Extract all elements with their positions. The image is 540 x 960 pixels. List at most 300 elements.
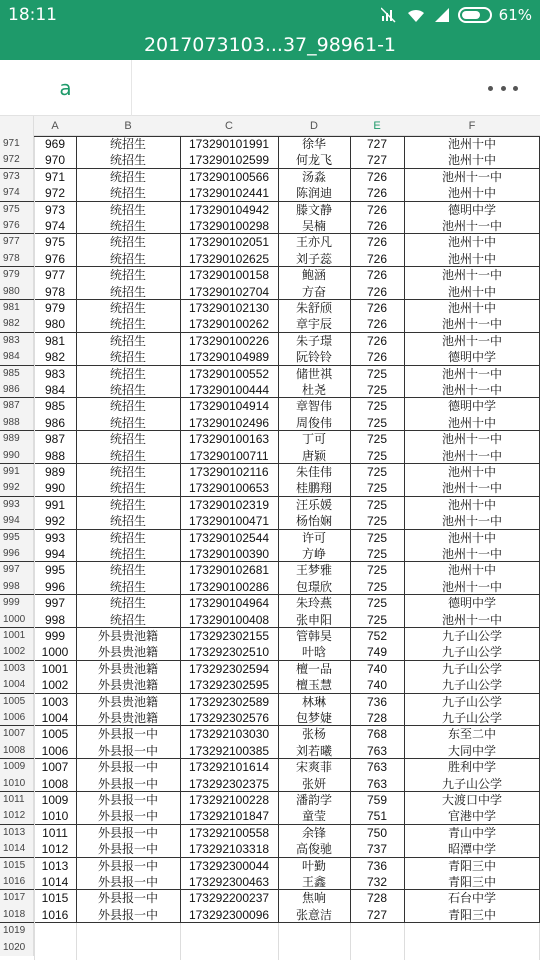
cell-b[interactable]: 外县贵池籍 — [97, 629, 158, 643]
row-number[interactable]: 981 — [0, 300, 34, 316]
column-header-b[interactable]: B — [124, 120, 132, 132]
cell-e[interactable]: 752 — [366, 629, 388, 643]
cell-e[interactable]: 725 — [366, 612, 388, 627]
table-row[interactable] — [0, 267, 540, 283]
cell-b[interactable]: 统招生 — [109, 219, 146, 233]
row-number[interactable]: 1019 — [0, 923, 34, 939]
cell-b[interactable]: 统招生 — [109, 235, 146, 250]
cell-a[interactable]: 970 — [44, 153, 66, 168]
cell-b[interactable]: 外县贵池籍 — [97, 645, 158, 660]
cell-e[interactable]: 763 — [366, 760, 388, 775]
cell-f[interactable]: 池州十中 — [447, 137, 496, 151]
cell-reference-box[interactable]: a — [0, 60, 132, 116]
table-row[interactable] — [0, 677, 540, 693]
row-number[interactable]: 1020 — [0, 940, 34, 956]
cell-c[interactable]: 173292103030 — [188, 727, 270, 742]
cell-f[interactable]: 池州十中 — [447, 235, 496, 250]
select-all-corner[interactable] — [0, 116, 34, 136]
table-row[interactable] — [0, 234, 540, 250]
cell-c[interactable]: 173292302510 — [188, 645, 270, 660]
cell-d[interactable]: 檀玉慧 — [295, 678, 332, 693]
row-number[interactable]: 994 — [0, 513, 34, 528]
table-row[interactable] — [0, 874, 540, 890]
table-row[interactable] — [0, 300, 540, 316]
cell-a[interactable]: 1016 — [41, 907, 69, 922]
cell-e[interactable]: 725 — [366, 481, 388, 496]
cell-a[interactable]: 989 — [44, 465, 66, 479]
cell-a[interactable]: 982 — [44, 350, 66, 365]
row-number[interactable]: 980 — [0, 284, 34, 299]
cell-a[interactable]: 986 — [44, 415, 66, 430]
table-row[interactable] — [0, 759, 540, 775]
table-row[interactable] — [0, 726, 540, 742]
table-row[interactable] — [0, 890, 540, 906]
cell-d[interactable]: 童莹 — [301, 809, 326, 824]
cell-b[interactable]: 统招生 — [109, 432, 146, 447]
cell-f[interactable]: 池州十一中 — [441, 481, 502, 496]
cell-f[interactable]: 池州十中 — [447, 251, 496, 266]
cell-e[interactable]: 725 — [366, 448, 388, 463]
cell-a[interactable]: 988 — [44, 448, 66, 463]
cell-d[interactable]: 陈润迪 — [295, 186, 332, 201]
cell-c[interactable]: 173290102319 — [188, 497, 270, 512]
cell-c[interactable]: 173292302375 — [188, 776, 270, 791]
cell-d[interactable]: 包梦婕 — [295, 711, 332, 725]
table-row[interactable] — [0, 284, 540, 300]
cell-c[interactable]: 173292101847 — [188, 809, 270, 824]
cell-b[interactable]: 外县报一中 — [97, 907, 158, 922]
cell-a[interactable]: 991 — [44, 497, 66, 512]
row-number[interactable]: 1003 — [0, 661, 34, 677]
cell-b[interactable]: 统招生 — [109, 514, 146, 529]
cell-d[interactable]: 包璟欣 — [295, 579, 332, 594]
cell-f[interactable]: 九子山公学 — [441, 694, 502, 709]
table-row[interactable] — [0, 333, 540, 349]
cell-f[interactable]: 池州十一中 — [441, 169, 502, 184]
table-row[interactable] — [0, 185, 540, 201]
column-header-c[interactable]: C — [225, 120, 233, 132]
cell-a[interactable]: 1002 — [41, 678, 69, 693]
row-number[interactable]: 1010 — [0, 776, 34, 791]
overflow-menu-icon[interactable] — [488, 74, 518, 102]
row-number[interactable]: 993 — [0, 497, 34, 513]
cell-b[interactable]: 外县报一中 — [97, 875, 158, 889]
cell-c[interactable]: 173292302155 — [188, 629, 270, 643]
cell-a[interactable]: 971 — [44, 169, 66, 184]
cell-b[interactable]: 统招生 — [109, 268, 146, 283]
row-number[interactable]: 986 — [0, 382, 34, 397]
cell-e[interactable]: 763 — [366, 776, 388, 791]
table-row[interactable] — [0, 152, 540, 168]
cell-b[interactable]: 统招生 — [109, 202, 146, 217]
cell-e[interactable]: 740 — [366, 678, 388, 693]
cell-f[interactable]: 池州十一中 — [441, 268, 502, 283]
cell-d[interactable]: 管韩昊 — [295, 629, 332, 643]
cell-a[interactable]: 1008 — [41, 776, 69, 791]
cell-e[interactable]: 725 — [366, 530, 388, 545]
cell-c[interactable]: 173292300096 — [188, 907, 270, 922]
cell-b[interactable]: 统招生 — [109, 481, 146, 496]
cell-e[interactable]: 750 — [366, 825, 388, 840]
cell-c[interactable]: 173290100711 — [189, 448, 269, 463]
cell-a[interactable]: 985 — [44, 399, 66, 414]
table-row[interactable] — [0, 431, 540, 447]
cell-a[interactable]: 981 — [44, 333, 66, 348]
cell-e[interactable]: 725 — [366, 579, 388, 594]
table-row[interactable] — [0, 136, 540, 152]
cell-e[interactable]: 736 — [366, 858, 388, 873]
cell-f[interactable]: 青阳三中 — [447, 907, 496, 922]
row-number[interactable]: 1007 — [0, 726, 34, 742]
cell-c[interactable]: 173290100286 — [188, 579, 270, 594]
table-row[interactable] — [0, 808, 540, 824]
row-number[interactable]: 1009 — [0, 759, 34, 775]
cell-b[interactable]: 外县报一中 — [97, 809, 158, 824]
cell-c[interactable]: 173292302576 — [188, 711, 270, 725]
cell-c[interactable]: 173290104942 — [188, 202, 270, 217]
row-number[interactable]: 971 — [0, 136, 34, 152]
cell-b[interactable]: 外县报一中 — [97, 891, 158, 906]
cell-a[interactable]: 1001 — [41, 661, 69, 676]
row-number[interactable]: 989 — [0, 431, 34, 447]
cell-f[interactable]: 九子山公学 — [441, 661, 502, 676]
row-number[interactable]: 1015 — [0, 858, 34, 874]
cell-d[interactable]: 滕文静 — [295, 202, 332, 217]
cell-b[interactable]: 统招生 — [109, 579, 146, 594]
cell-a[interactable]: 999 — [44, 629, 66, 643]
row-number[interactable]: 1006 — [0, 710, 34, 725]
cell-f[interactable]: 九子山公学 — [441, 776, 502, 791]
cell-b[interactable]: 统招生 — [109, 333, 146, 348]
cell-f[interactable]: 九子山公学 — [441, 629, 502, 643]
cell-e[interactable]: 728 — [366, 891, 388, 906]
cell-f[interactable]: 青阳三中 — [447, 858, 496, 873]
cell-e[interactable]: 751 — [366, 809, 388, 824]
cell-d[interactable]: 王亦凡 — [295, 235, 332, 250]
row-number[interactable]: 1000 — [0, 612, 34, 627]
cell-a[interactable]: 995 — [44, 563, 66, 578]
cell-c[interactable]: 173290100226 — [188, 333, 270, 348]
cell-f[interactable]: 池州十中 — [447, 415, 496, 430]
row-number[interactable]: 978 — [0, 251, 34, 266]
row-number[interactable]: 982 — [0, 316, 34, 331]
cell-d[interactable]: 丁可 — [301, 432, 326, 447]
cell-e[interactable]: 727 — [366, 153, 388, 168]
cell-b[interactable]: 外县报一中 — [97, 743, 158, 758]
row-number[interactable]: 1014 — [0, 841, 34, 856]
row-number[interactable]: 1017 — [0, 890, 34, 906]
cell-e[interactable]: 726 — [366, 284, 388, 299]
cell-b[interactable]: 统招生 — [109, 465, 146, 479]
cell-f[interactable]: 德明中学 — [447, 350, 496, 365]
cell-e[interactable]: 725 — [366, 596, 388, 611]
cell-c[interactable]: 173290100444 — [188, 383, 270, 397]
table-row[interactable] — [0, 316, 540, 332]
cell-d[interactable]: 杜尧 — [301, 383, 326, 397]
cell-f[interactable]: 池州十中 — [447, 530, 496, 545]
row-number[interactable]: 983 — [0, 333, 34, 349]
cell-f[interactable]: 池州十中 — [447, 563, 496, 578]
cell-b[interactable]: 外县报一中 — [97, 727, 158, 742]
cell-c[interactable]: 173290102130 — [188, 301, 270, 315]
cell-c[interactable]: 173292100385 — [188, 743, 270, 758]
cell-e[interactable]: 749 — [366, 645, 388, 660]
cell-b[interactable]: 外县报一中 — [97, 825, 158, 840]
cell-d[interactable]: 朱舒颀 — [295, 301, 332, 315]
cell-d[interactable]: 张妍 — [301, 776, 326, 791]
cell-b[interactable]: 统招生 — [109, 350, 146, 365]
cell-f[interactable]: 九子山公学 — [441, 711, 502, 725]
cell-a[interactable]: 1012 — [41, 842, 69, 857]
cell-c[interactable]: 173290100653 — [188, 481, 270, 496]
cell-f[interactable]: 池州十中 — [447, 465, 496, 479]
cell-b[interactable]: 统招生 — [109, 317, 146, 332]
cell-a[interactable]: 1006 — [41, 743, 69, 758]
table-row[interactable] — [0, 612, 540, 628]
cell-e[interactable]: 725 — [366, 399, 388, 414]
row-number[interactable]: 985 — [0, 366, 34, 382]
table-row[interactable] — [0, 464, 540, 480]
table-row[interactable] — [0, 841, 540, 857]
empty-row[interactable] — [0, 923, 540, 939]
cell-e[interactable]: 736 — [366, 694, 388, 709]
cell-d[interactable]: 叶晗 — [301, 645, 326, 660]
row-number[interactable]: 973 — [0, 169, 34, 185]
cell-f[interactable]: 官港中学 — [447, 809, 496, 824]
cell-c[interactable]: 173292302595 — [188, 678, 270, 693]
cell-a[interactable]: 992 — [44, 514, 66, 529]
table-row[interactable] — [0, 644, 540, 660]
cell-b[interactable]: 统招生 — [109, 497, 146, 512]
cell-c[interactable]: 173290102441 — [188, 186, 270, 201]
table-row[interactable] — [0, 579, 540, 595]
cell-f[interactable]: 池州十一中 — [441, 317, 502, 332]
cell-d[interactable]: 方奋 — [301, 284, 326, 299]
cell-e[interactable]: 726 — [366, 202, 388, 217]
table-row[interactable] — [0, 661, 540, 677]
cell-e[interactable]: 725 — [366, 497, 388, 512]
row-number[interactable]: 996 — [0, 546, 34, 561]
cell-c[interactable]: 173292100228 — [188, 793, 270, 807]
cell-a[interactable]: 1011 — [42, 825, 68, 840]
cell-c[interactable]: 173290102496 — [188, 415, 270, 430]
cell-c[interactable]: 173290100471 — [188, 514, 270, 529]
cell-a[interactable]: 1007 — [41, 760, 69, 775]
cell-e[interactable]: 725 — [366, 563, 388, 578]
cell-f[interactable]: 大渡口中学 — [441, 793, 502, 807]
cell-c[interactable]: 173290100408 — [188, 612, 270, 627]
cell-b[interactable]: 统招生 — [109, 530, 146, 545]
cell-f[interactable]: 青山中学 — [447, 825, 496, 840]
cell-a[interactable]: 993 — [44, 530, 66, 545]
cell-e[interactable]: 726 — [366, 333, 388, 348]
cell-c[interactable]: 173290100552 — [188, 366, 270, 381]
cell-e[interactable]: 726 — [366, 301, 388, 315]
cell-a[interactable]: 979 — [44, 301, 66, 315]
table-row[interactable] — [0, 530, 540, 546]
cell-d[interactable]: 刘若曦 — [295, 743, 332, 758]
row-number[interactable]: 987 — [0, 398, 34, 414]
table-row[interactable] — [0, 349, 540, 365]
cell-a[interactable]: 1005 — [41, 727, 69, 742]
cell-a[interactable]: 1000 — [41, 645, 69, 660]
cell-b[interactable]: 外县贵池籍 — [97, 661, 158, 676]
cell-b[interactable]: 外县报一中 — [97, 776, 158, 791]
cell-b[interactable]: 统招生 — [109, 383, 146, 397]
cell-a[interactable]: 1014 — [41, 875, 69, 889]
cell-c[interactable]: 173292302589 — [188, 694, 270, 709]
cell-c[interactable]: 173292302594 — [188, 661, 270, 676]
cell-e[interactable]: 725 — [366, 547, 388, 561]
cell-c[interactable]: 173290104914 — [188, 399, 270, 414]
row-number[interactable]: 1002 — [0, 644, 34, 659]
cell-d[interactable]: 朱佳伟 — [295, 465, 332, 479]
table-row[interactable] — [0, 694, 540, 710]
row-number[interactable]: 977 — [0, 234, 34, 250]
cell-f[interactable]: 池州十一中 — [441, 219, 502, 233]
cell-e[interactable]: 740 — [366, 661, 388, 676]
row-number[interactable]: 988 — [0, 415, 34, 430]
cell-c[interactable]: 173292300463 — [188, 875, 270, 889]
cell-a[interactable]: 973 — [44, 202, 66, 217]
cell-c[interactable]: 173290102599 — [188, 153, 270, 168]
cell-d[interactable]: 刘子蕊 — [295, 251, 332, 266]
cell-b[interactable]: 统招生 — [109, 547, 146, 561]
table-row[interactable] — [0, 366, 540, 382]
cell-c[interactable]: 173290100390 — [188, 547, 270, 561]
cell-b[interactable]: 统招生 — [109, 251, 146, 266]
table-row[interactable] — [0, 251, 540, 267]
cell-d[interactable]: 吴楠 — [301, 219, 326, 233]
cell-d[interactable]: 林琳 — [301, 694, 326, 709]
row-number[interactable]: 998 — [0, 579, 34, 594]
table-row[interactable] — [0, 710, 540, 726]
column-header-e[interactable]: E — [373, 120, 381, 132]
cell-c[interactable]: 173292300044 — [188, 858, 270, 873]
table-row[interactable] — [0, 513, 540, 529]
cell-e[interactable]: 759 — [366, 793, 388, 807]
cell-c[interactable]: 173292100558 — [188, 825, 270, 840]
row-number[interactable]: 1005 — [0, 694, 34, 710]
cell-b[interactable]: 外县贵池籍 — [97, 678, 158, 693]
row-number[interactable]: 979 — [0, 267, 34, 283]
row-number[interactable]: 976 — [0, 218, 34, 233]
cell-c[interactable]: 173290102051 — [188, 235, 270, 250]
cell-f[interactable]: 池州十一中 — [441, 514, 502, 529]
cell-b[interactable]: 外县报一中 — [97, 793, 158, 807]
cell-f[interactable]: 池州十一中 — [441, 547, 502, 561]
cell-a[interactable]: 1004 — [41, 711, 69, 725]
cell-e[interactable]: 726 — [366, 268, 388, 283]
row-number[interactable]: 995 — [0, 530, 34, 546]
cell-b[interactable]: 统招生 — [109, 153, 146, 168]
cell-d[interactable]: 储世祺 — [295, 366, 332, 381]
cell-f[interactable]: 池州十一中 — [441, 383, 502, 397]
cell-b[interactable]: 外县报一中 — [97, 760, 158, 775]
cell-d[interactable]: 鲍涵 — [301, 268, 326, 283]
table-row[interactable] — [0, 907, 540, 923]
cell-e[interactable]: 737 — [366, 842, 388, 857]
cell-d[interactable]: 方峥 — [301, 547, 326, 561]
table-row[interactable] — [0, 595, 540, 611]
empty-row[interactable] — [0, 940, 540, 956]
cell-a[interactable]: 976 — [44, 251, 66, 266]
cell-c[interactable]: 173292101614 — [188, 760, 270, 775]
row-number[interactable]: 1012 — [0, 808, 34, 823]
cell-d[interactable]: 王梦雅 — [295, 563, 332, 578]
row-number[interactable]: 990 — [0, 448, 34, 463]
cell-c[interactable]: 173290102681 — [188, 563, 270, 578]
table-row[interactable] — [0, 825, 540, 841]
cell-b[interactable]: 统招生 — [109, 169, 146, 184]
cell-c[interactable]: 173290101991 — [188, 137, 270, 151]
cell-b[interactable]: 统招生 — [109, 596, 146, 611]
cell-f[interactable]: 昭潭中学 — [447, 842, 496, 857]
table-row[interactable] — [0, 480, 540, 496]
table-row[interactable] — [0, 497, 540, 513]
cell-a[interactable]: 987 — [44, 432, 66, 447]
cell-d[interactable]: 朱玲燕 — [295, 596, 332, 611]
cell-a[interactable]: 998 — [44, 612, 66, 627]
cell-d[interactable]: 阮铃铃 — [295, 350, 332, 365]
cell-f[interactable]: 池州十一中 — [441, 432, 502, 447]
row-number[interactable]: 999 — [0, 595, 34, 611]
cell-f[interactable]: 德明中学 — [447, 596, 496, 611]
cell-d[interactable]: 章智伟 — [295, 399, 332, 414]
table-row[interactable] — [0, 448, 540, 464]
cell-e[interactable]: 725 — [366, 465, 388, 479]
cell-f[interactable]: 池州十一中 — [441, 579, 502, 594]
row-number[interactable]: 1011 — [0, 792, 34, 808]
cell-d[interactable]: 檀一品 — [295, 661, 332, 676]
table-row[interactable] — [0, 202, 540, 218]
row-number[interactable]: 992 — [0, 480, 34, 495]
cell-d[interactable]: 周俊伟 — [295, 415, 332, 430]
cell-d[interactable]: 高俊驰 — [295, 842, 332, 857]
cell-f[interactable]: 九子山公学 — [441, 645, 502, 660]
table-row[interactable] — [0, 792, 540, 808]
cell-e[interactable]: 726 — [366, 235, 388, 250]
cell-b[interactable]: 统招生 — [109, 563, 146, 578]
cell-f[interactable]: 东至二中 — [447, 727, 496, 742]
table-row[interactable] — [0, 562, 540, 578]
cell-c[interactable]: 173290102704 — [188, 284, 270, 299]
cell-f[interactable]: 池州十中 — [447, 153, 496, 168]
cell-a[interactable]: 1009 — [41, 793, 69, 807]
cell-d[interactable]: 余锋 — [301, 825, 326, 840]
cell-d[interactable]: 叶勤 — [301, 858, 326, 873]
cell-e[interactable]: 726 — [366, 251, 388, 266]
cell-f[interactable]: 池州十一中 — [441, 448, 502, 463]
cell-f[interactable]: 德明中学 — [447, 399, 496, 414]
cell-f[interactable]: 胜利中学 — [447, 760, 496, 775]
cell-d[interactable]: 汪乐媛 — [295, 497, 332, 512]
cell-e[interactable]: 725 — [366, 415, 388, 430]
cell-d[interactable]: 张意洁 — [295, 907, 332, 922]
cell-c[interactable]: 173290100262 — [188, 317, 270, 332]
cell-e[interactable]: 725 — [366, 514, 388, 529]
cell-e[interactable]: 768 — [366, 727, 388, 742]
cell-c[interactable]: 173290100158 — [188, 268, 270, 283]
cell-f[interactable]: 池州十中 — [447, 186, 496, 201]
cell-a[interactable]: 972 — [44, 186, 66, 201]
cell-d[interactable]: 宋爽菲 — [295, 760, 332, 775]
cell-c[interactable]: 173292103318 — [188, 842, 270, 857]
cell-c[interactable]: 173292200237 — [188, 891, 270, 906]
cell-e[interactable]: 726 — [366, 186, 388, 201]
cell-f[interactable]: 石台中学 — [447, 891, 496, 906]
column-header-a[interactable]: A — [51, 120, 59, 132]
